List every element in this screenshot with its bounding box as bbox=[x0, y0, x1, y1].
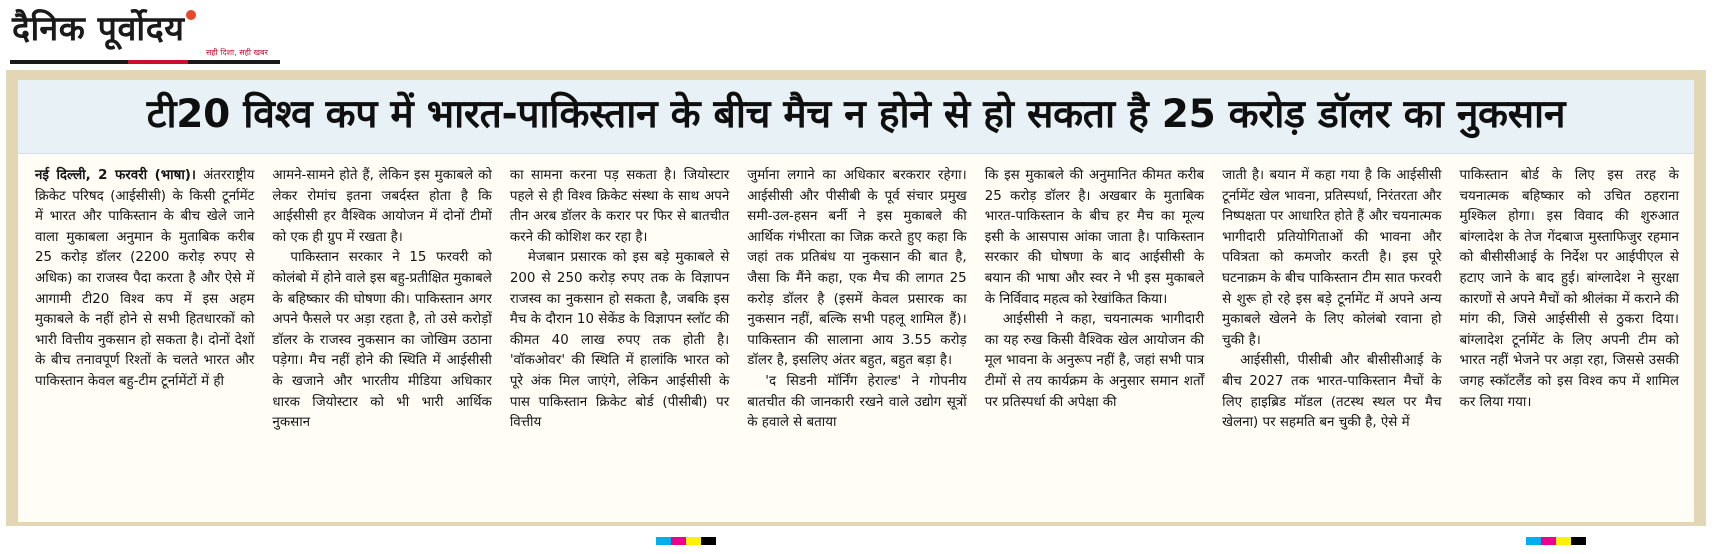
article-column-3 bbox=[501, 166, 738, 516]
article-column-4 bbox=[738, 166, 975, 516]
article-columns bbox=[26, 166, 1688, 516]
article-paragraph: आमने-सामने होते हैं, लेकिन इस मुकाबले को लेकर रोमांच इतना जबर्दस्त होता है कि आईसीसी हर वैश्विक आयोजन में दोनों टीमों को एक ही ग्रुप में रखता है। bbox=[272, 168, 492, 245]
headline-bar bbox=[18, 80, 1694, 154]
article-paragraph: पाकिस्तान सरकार ने 15 फरवरी को कोलंबो में होने वाले इस बहु-प्रतीक्षित मुकाबले के बहिष्कार की घोषणा की। पाकिस्तान अगर अपने फैसले पर अड़ा रहता है, तो उसे करोड़ों डॉलर के राजस्व नुकसान का जोखिम उठाना पड़ेगा। मैच नहीं होने की स्थिति में आईसीसी के खजाने और भारतीय मीडिया अधिकार धारक जियोस्टार को भी भारी आर्थिक नुकसान bbox=[272, 250, 492, 431]
article-column-2 bbox=[263, 166, 500, 516]
article-paragraph: का सामना करना पड़ सकता है। जियोस्टार पहले से ही विश्व क्रिकेट संस्था के साथ अपने तीन अरब डॉलर के करार पर फिर से बातचीत करने की कोशिश कर रहा है। bbox=[509, 168, 730, 245]
masthead bbox=[0, 0, 1716, 70]
article-body bbox=[18, 80, 1694, 522]
article-paragraph: आईसीसी, पीसीबी और बीसीसीआई के बीच 2027 तक भारत-पाकिस्तान मैचों के लिए हाइब्रिड मॉडल (तटस्थ स्थल पर मैच खेलना) पर सहमति बन चुकी है, ऐसे में bbox=[1222, 353, 1442, 431]
print-registration-mark bbox=[656, 530, 716, 538]
article-paragraph: आईसीसी ने कहा, चयनात्मक भागीदारी का यह रुख किसी वैश्विक खेल आयोजन की मूल भावना के अनुरूप नहीं है, जहां सभी पात्र टीमों से तय कार्यक्रम के अनुसार समान शर्तों पर प्रतिस्पर्धा की अपेक्षा की bbox=[984, 312, 1205, 410]
print-registration-mark bbox=[1526, 530, 1586, 538]
newspaper-logo bbox=[12, 4, 196, 50]
article-frame bbox=[6, 70, 1706, 526]
article-paragraph: जुर्माना लगाने का अधिकार बरकरार रहेगा। आईसीसी और पीसीबी के पूर्व संचार प्रमुख समी-उल-हसन बर्नी ने इस मुकाबले की आर्थिक गंभीरता का जिक्र करते हुए कहा कि जहां तक प्रतिबंध या नुकसान की बात है, जैसा कि मैंने कहा, एक मैच की लागत 25 करोड़ डॉलर है (इसमें केवल प्रसारक का नुकसान नहीं, बल्कि सभी पहलू शामिल हैं)। पाकिस्तान की सालाना आय 3.55 करोड़ डॉलर है, इसलिए अंतर बहुत, बहुत बड़ा है। bbox=[747, 168, 967, 369]
article-paragraph: पाकिस्तान बोर्ड के लिए इस तरह के चयनात्मक बहिष्कार को उचित ठहराना मुश्किल होगा। इस विवाद की शुरुआत बांग्लादेश के तेज गेंदबाज मुस्ताफिजुर रहमान को बीसीसीआई के निर्देश पर आईपीएल से हटाए जाने के बाद हुई। बांग्लादेश ने सुरक्षा कारणों से अपने मैचों को श्रीलंका में कराने की मांग की, जिसे आईसीसी से ठुकरा दिया। बांग्लादेश टूर्नामेंट के लिए अपनी टीम को भारत नहीं भेजने पर अड़ा रहा, जिससे उसकी जगह स्कॉटलैंड को इस विश्व कप में शामिल कर लिया गया। bbox=[1459, 168, 1679, 410]
article-paragraph: मेजबान प्रसारक को इस बड़े मुकाबले से 200 से 250 करोड़ रुपए तक के विज्ञापन राजस्व का नुकसान हो सकता है, जबकि इस मैच के दौरान 10 सेकेंड के विज्ञापन स्लॉट की कीमत 40 लाख रुपए तक होती है। 'वॉकओवर' की स्थिति में हालांकि भारत को पूरे अंक मिल जाएंगे, लेकिन आईसीसी के पास पाकिस्तान क्रिकेट बोर्ड (पीसीबी) पर वित्तीय bbox=[509, 250, 730, 431]
tagline: सही दिशा, सही खबर bbox=[206, 48, 268, 57]
logo-dot-icon bbox=[186, 10, 196, 20]
article-column-5 bbox=[976, 166, 1213, 516]
article-column-6 bbox=[1213, 166, 1450, 516]
logo-text: दैनिक पूर्वोदय bbox=[12, 9, 185, 49]
logo-underline bbox=[10, 60, 280, 64]
logo-underline-accent bbox=[128, 60, 188, 64]
headline: टी20 विश्व कप में भारत-पाकिस्तान के बीच मैच न होने से हो सकता है 25 करोड़ डॉलर का नुकसान bbox=[146, 92, 1566, 137]
dateline: नई दिल्ली, 2 फरवरी (भाषा)। bbox=[35, 168, 197, 183]
article-column-1 bbox=[26, 166, 263, 516]
article-paragraph: जाती है। बयान में कहा गया है कि आईसीसी टूर्नामेंट खेल भावना, प्रतिस्पर्धा, निरंतरता और निष्पक्षता पर आधारित होते हैं और चयनात्मक भागीदारी प्रतियोगिताओं की भावना और पवित्रता को कमजोर करती है। इस पूरे घटनाक्रम के बीच पाकिस्तान टीम सात फरवरी से शुरू हो रहे इस बड़े टूर्नामेंट में अपने अन्य मुकाबले खेलने के लिए कोलंबो रवाना हो चुकी है। bbox=[1222, 168, 1442, 348]
column-text: अंतरराष्ट्रीय क्रिकेट परिषद (आईसीसी) के किसी टूर्नामेंट में भारत और पाकिस्तान के बीच खेले जाने वाला मुकाबला अनुमान के मुताबिक करीब 25 करोड़ डॉलर (2200 करोड़ रुपए से अधिक) का राजस्व पैदा करता है और ऐसे में आगामी टी20 विश्व कप में इस अहम मुकाबले के नहीं होने से सभी हितधारकों को भारी वित्तीय नुकसान हो सकता है। दोनों देशों के बीच तनावपूर्ण रिश्तों के चलते भारत और पाकिस्तान केवल बहु-टीम टूर्नामेंटों में ही bbox=[35, 168, 255, 389]
article-column-7 bbox=[1451, 166, 1688, 516]
article-paragraph: 'द सिडनी मॉर्निंग हेराल्ड' ने गोपनीय बातचीत की जानकारी रखने वाले उद्योग सूत्रों के हवाले से बताया bbox=[747, 373, 967, 431]
article-paragraph: कि इस मुकाबले की अनुमानित कीमत करीब 25 करोड़ डॉलर है। अखबार के मुताबिक भारत-पाकिस्तान के बीच हर मैच का मूल्य इसी के आसपास आंका जाता है। पाकिस्तान सरकार की घोषणा के बाद आईसीसी के बयान की भाषा और स्वर ने भी इस मुकाबले के निर्विवाद महत्व को रेखांकित किया। bbox=[984, 168, 1205, 307]
